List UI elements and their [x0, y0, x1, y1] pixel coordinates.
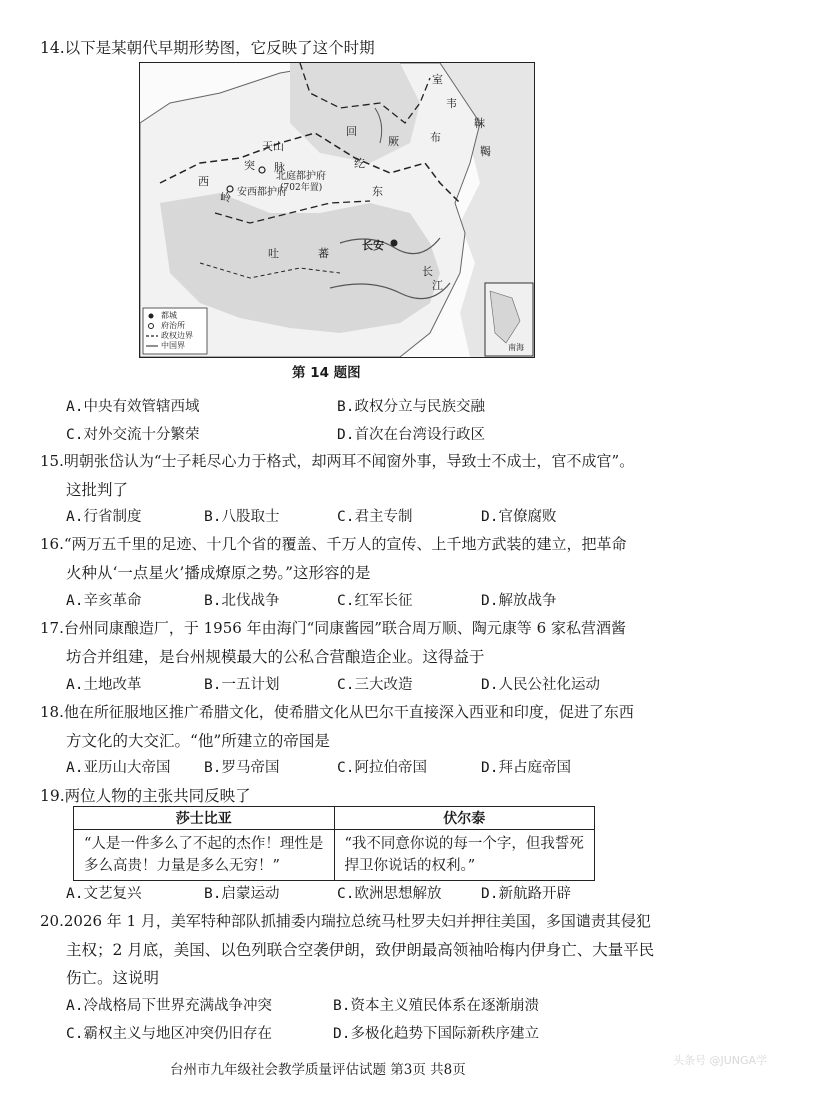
legend-border: 政权边界	[161, 331, 193, 340]
q20-stem-line3: 伤亡。这说明	[66, 969, 160, 987]
q16-option-d[interactable]: D.解放战争	[481, 593, 557, 609]
q15-stem-line1: 15.明朝张岱认为“士子耗尽心力于格式，却两耳不闻窗外事，导致士不成士，官不成官”。	[40, 452, 635, 470]
q16-stem-line1: 16.“两万五千里的足迹、十几个省的覆盖、千万人的宣传、上千地方武装的建立，把革命	[40, 535, 627, 553]
q20-option-d[interactable]: D.多极化趋势下国际新秩序建立	[333, 1026, 539, 1042]
map-label-jiang-2: 江	[432, 279, 443, 292]
q19-option-b[interactable]: B.启蒙运动	[204, 886, 280, 902]
q19-stem: 19.两位人物的主张共同反映了	[40, 787, 251, 805]
q20-option-c[interactable]: C.霸权主义与地区冲突仍旧存在	[66, 1026, 272, 1042]
q14-map-drawing	[140, 63, 534, 357]
q15-option-c[interactable]: C.君主专制	[337, 509, 413, 525]
map-label-huihe-2: 纥	[354, 157, 365, 170]
map-label-shiwei-2: 韦	[446, 97, 457, 110]
q15-option-b[interactable]: B.八股取士	[204, 509, 280, 525]
q15-option-d[interactable]: D.官僚腐败	[481, 509, 557, 525]
q14-option-b[interactable]: B.政权分立与民族交融	[337, 399, 485, 415]
q18-option-a[interactable]: A.亚历山大帝国	[66, 760, 171, 776]
q18-stem-line2: 方文化的大交汇。“他”所建立的帝国是	[66, 732, 330, 750]
q17-option-c[interactable]: C.三大改造	[337, 677, 413, 693]
legend-duhufu: 府治所	[161, 321, 185, 330]
map-label-huihe-1: 回	[346, 125, 357, 138]
q20-stem-line1: 20.2026 年 1 月，美军特种部队抓捕委内瑞拉总统马杜罗夫妇并押往美国，多国谴责其侵犯	[40, 912, 651, 930]
q17-stem-line2: 坊合并组建，是台州规模最大的公私合营酿造企业。这得益于	[66, 648, 485, 666]
q19-quote-voltaire: “我不同意你说的每一个字，但我誓死捍卫你说话的权利。”	[334, 830, 595, 881]
map-label-mai: 脉	[274, 161, 285, 174]
map-label-tubo-1: 吐	[268, 247, 279, 260]
q14-caption: 第 14 题图	[292, 365, 361, 381]
q17-option-d[interactable]: D.人民公社化运动	[481, 677, 600, 693]
q20-option-b[interactable]: B.资本主义殖民体系在逐渐崩溃	[333, 998, 539, 1014]
q14-option-d[interactable]: D.首次在台湾设行政区	[337, 427, 485, 443]
q18-option-b[interactable]: B.罗马帝国	[204, 760, 280, 776]
watermark: 头条号 @JUNGA学	[673, 1054, 768, 1067]
q19-header-voltaire: 伏尔泰	[334, 807, 595, 830]
q16-option-a[interactable]: A.辛亥革命	[66, 593, 142, 609]
q20-option-a[interactable]: A.冷战格局下世界充满战争冲突	[66, 998, 272, 1014]
map-label-changan: 长安	[362, 239, 384, 252]
q17-option-b[interactable]: B.一五计划	[204, 677, 280, 693]
q17-stem-line1: 17.台州同康酿造厂，于 1956 年由海门“同康酱园”联合周万顺、陶元康等 6 家私营酒酱	[40, 619, 626, 637]
q18-option-d[interactable]: D.拜占庭帝国	[481, 760, 571, 776]
q14-stem: 14.以下是某朝代早期形势图，它反映了这个时期	[40, 39, 375, 57]
q19-quote-shakespeare: “人是一件多么了不起的杰作！理性是多么高贵！力量是多么无穷！”	[74, 830, 335, 881]
map-label-beiting-year: (702年置)	[280, 183, 323, 193]
map-label-tubo-2: 蕃	[318, 247, 329, 260]
map-label-dong: 东	[372, 185, 383, 198]
q14-option-c[interactable]: C.对外交流十分繁荣	[66, 427, 200, 443]
q16-option-b[interactable]: B.北伐战争	[204, 593, 280, 609]
map-label-bu: 布	[430, 131, 441, 144]
map-label-tianshan: 天山	[262, 140, 284, 153]
q16-option-c[interactable]: C.红军长征	[337, 593, 413, 609]
inset-label: 南海	[508, 343, 524, 352]
q15-option-a[interactable]: A.行省制度	[66, 509, 142, 525]
legend-china: 中国界	[161, 341, 185, 350]
q14-option-a[interactable]: A.中央有效管辖西域	[66, 399, 200, 415]
q17-option-a[interactable]: A.土地改革	[66, 677, 142, 693]
map-label-mohe-1: 靺	[474, 117, 485, 130]
q15-stem-line2: 这批判了	[66, 481, 129, 499]
map-label-mohe-2: 鞨	[480, 145, 491, 158]
map-label-tu: 突	[244, 159, 255, 172]
map-label-beiting: 北庭都护府	[276, 171, 326, 182]
page-footer: 台州市九年级社会教学质量评估试题 第3页 共8页	[170, 1062, 466, 1078]
legend-capital: 都城	[161, 311, 177, 320]
q19-table	[73, 806, 595, 881]
map-label-anxi: 安西都护府	[237, 187, 287, 198]
map-label-ling: 岭	[220, 191, 231, 204]
map-label-jiang-1: 长	[422, 265, 433, 278]
q14-map	[139, 62, 535, 358]
map-label-xi: 西	[198, 175, 209, 188]
q19-option-d[interactable]: D.新航路开辟	[481, 886, 571, 902]
q20-stem-line2: 主权；2 月底，美国、以色列联合空袭伊朗，致伊朗最高领袖哈梅内伊身亡、大量平民	[66, 941, 655, 959]
map-label-tujue: 厥	[388, 135, 399, 148]
q19-header-shakespeare: 莎士比亚	[74, 807, 335, 830]
q16-stem-line2: 火种从‘一点星火’播成燎原之势。”这形容的是	[66, 564, 371, 582]
q19-option-c[interactable]: C.欧洲思想解放	[337, 886, 442, 902]
q19-option-a[interactable]: A.文艺复兴	[66, 886, 142, 902]
map-label-shiwei-1: 室	[432, 73, 443, 86]
q18-option-c[interactable]: C.阿拉伯帝国	[337, 760, 427, 776]
q18-stem-line1: 18.他在所征服地区推广希腊文化，使希腊文化从巴尔干直接深入西亚和印度，促进了东西	[40, 703, 634, 721]
